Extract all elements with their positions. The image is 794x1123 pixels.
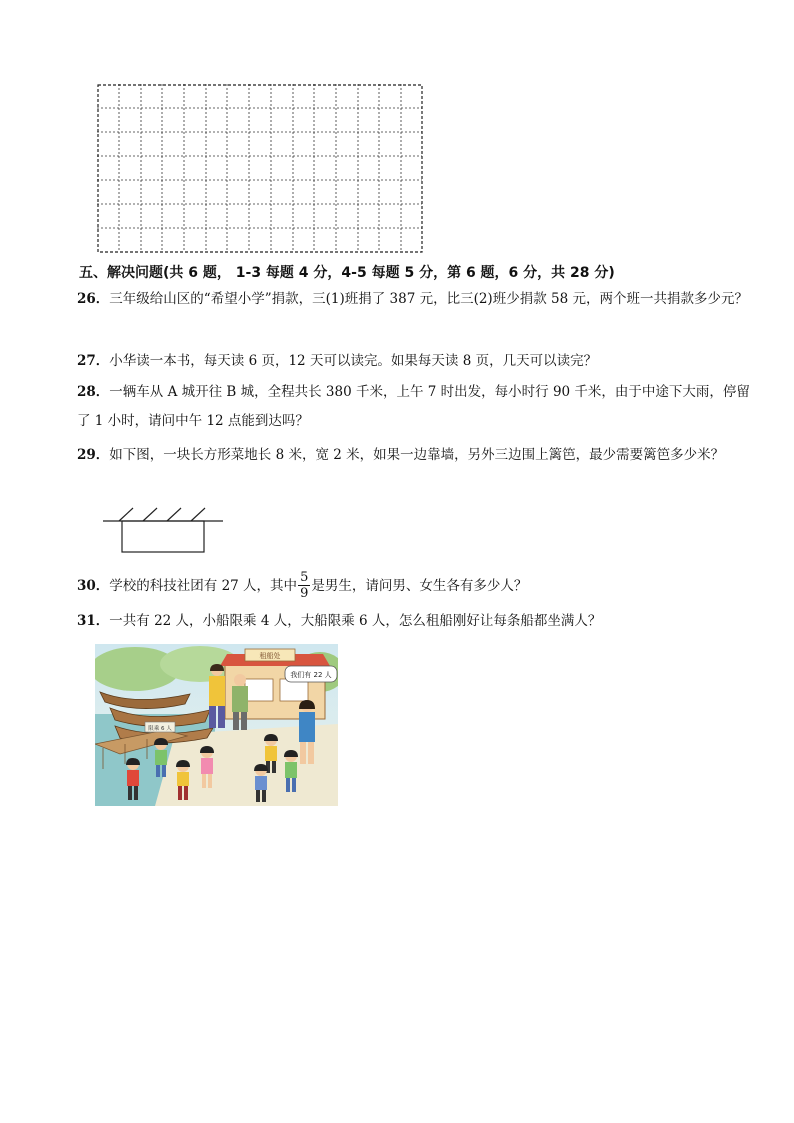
boat-rental-illustration <box>95 644 338 806</box>
fraction <box>298 571 310 600</box>
practice-grid <box>97 84 425 254</box>
question-number: 31． <box>77 613 110 629</box>
question-29 <box>77 441 757 470</box>
question-text: 小华读一本书，每天读 6 页，12 天可以读完。如果每天读 8 页，几天可以读完？ <box>109 353 598 369</box>
fraction-denominator: 9 <box>300 586 309 601</box>
question-28 <box>77 378 757 436</box>
question-31 <box>77 607 757 636</box>
question-text: 三年级给山区的“希望小学”捐款，三(1)班捐了 387 元，比三(2)班少捐款 58 元，两个班一共捐款多少元？ <box>109 291 748 307</box>
question-text-before: 学校的科技社团有 27 人，其中 <box>109 578 298 594</box>
question-number: 29． <box>77 447 110 463</box>
question-text: 一共有 22 人，小船限乘 4 人，大船限乘 6 人，怎么租船刚好让每条船都坐满人？ <box>109 613 602 629</box>
question-number: 26． <box>77 291 110 307</box>
question-number: 27． <box>77 353 110 369</box>
question-number: 28． <box>77 384 110 400</box>
fraction-numerator: 5 <box>300 570 309 585</box>
question-text-after: 是男生，请问男、女生各有多少人？ <box>311 578 528 594</box>
question-27 <box>77 347 757 376</box>
question-26 <box>77 285 757 314</box>
question-text: 一辆车从 A 城开往 B 城，全程共长 380 千米，上午 7 时出发，每小时行 90 千米，由于中途下大雨，停留了 1 小时，请问中午 12 点能到达吗？ <box>77 384 750 429</box>
question-30 <box>77 572 757 601</box>
question-text: 如下图，一块长方形菜地长 8 米，宽 2 米，如果一边靠墙，另外三边围上篱笆，最少需要篱笆多少米？ <box>109 447 725 463</box>
question-number: 30． <box>77 578 110 594</box>
boat-capacity-sign: 限乘 6 人 <box>148 726 172 732</box>
speech-bubble: 我们有 22 人 <box>290 671 332 679</box>
garden-wall-diagram <box>101 503 227 555</box>
section-title: 五、解决问题(共 6 题， 1-3 每题 4 分，4-5 每题 5 分，第 6 题，6 分，共 28 分) <box>79 265 615 281</box>
boat-house-sign: 租船处 <box>259 652 281 660</box>
